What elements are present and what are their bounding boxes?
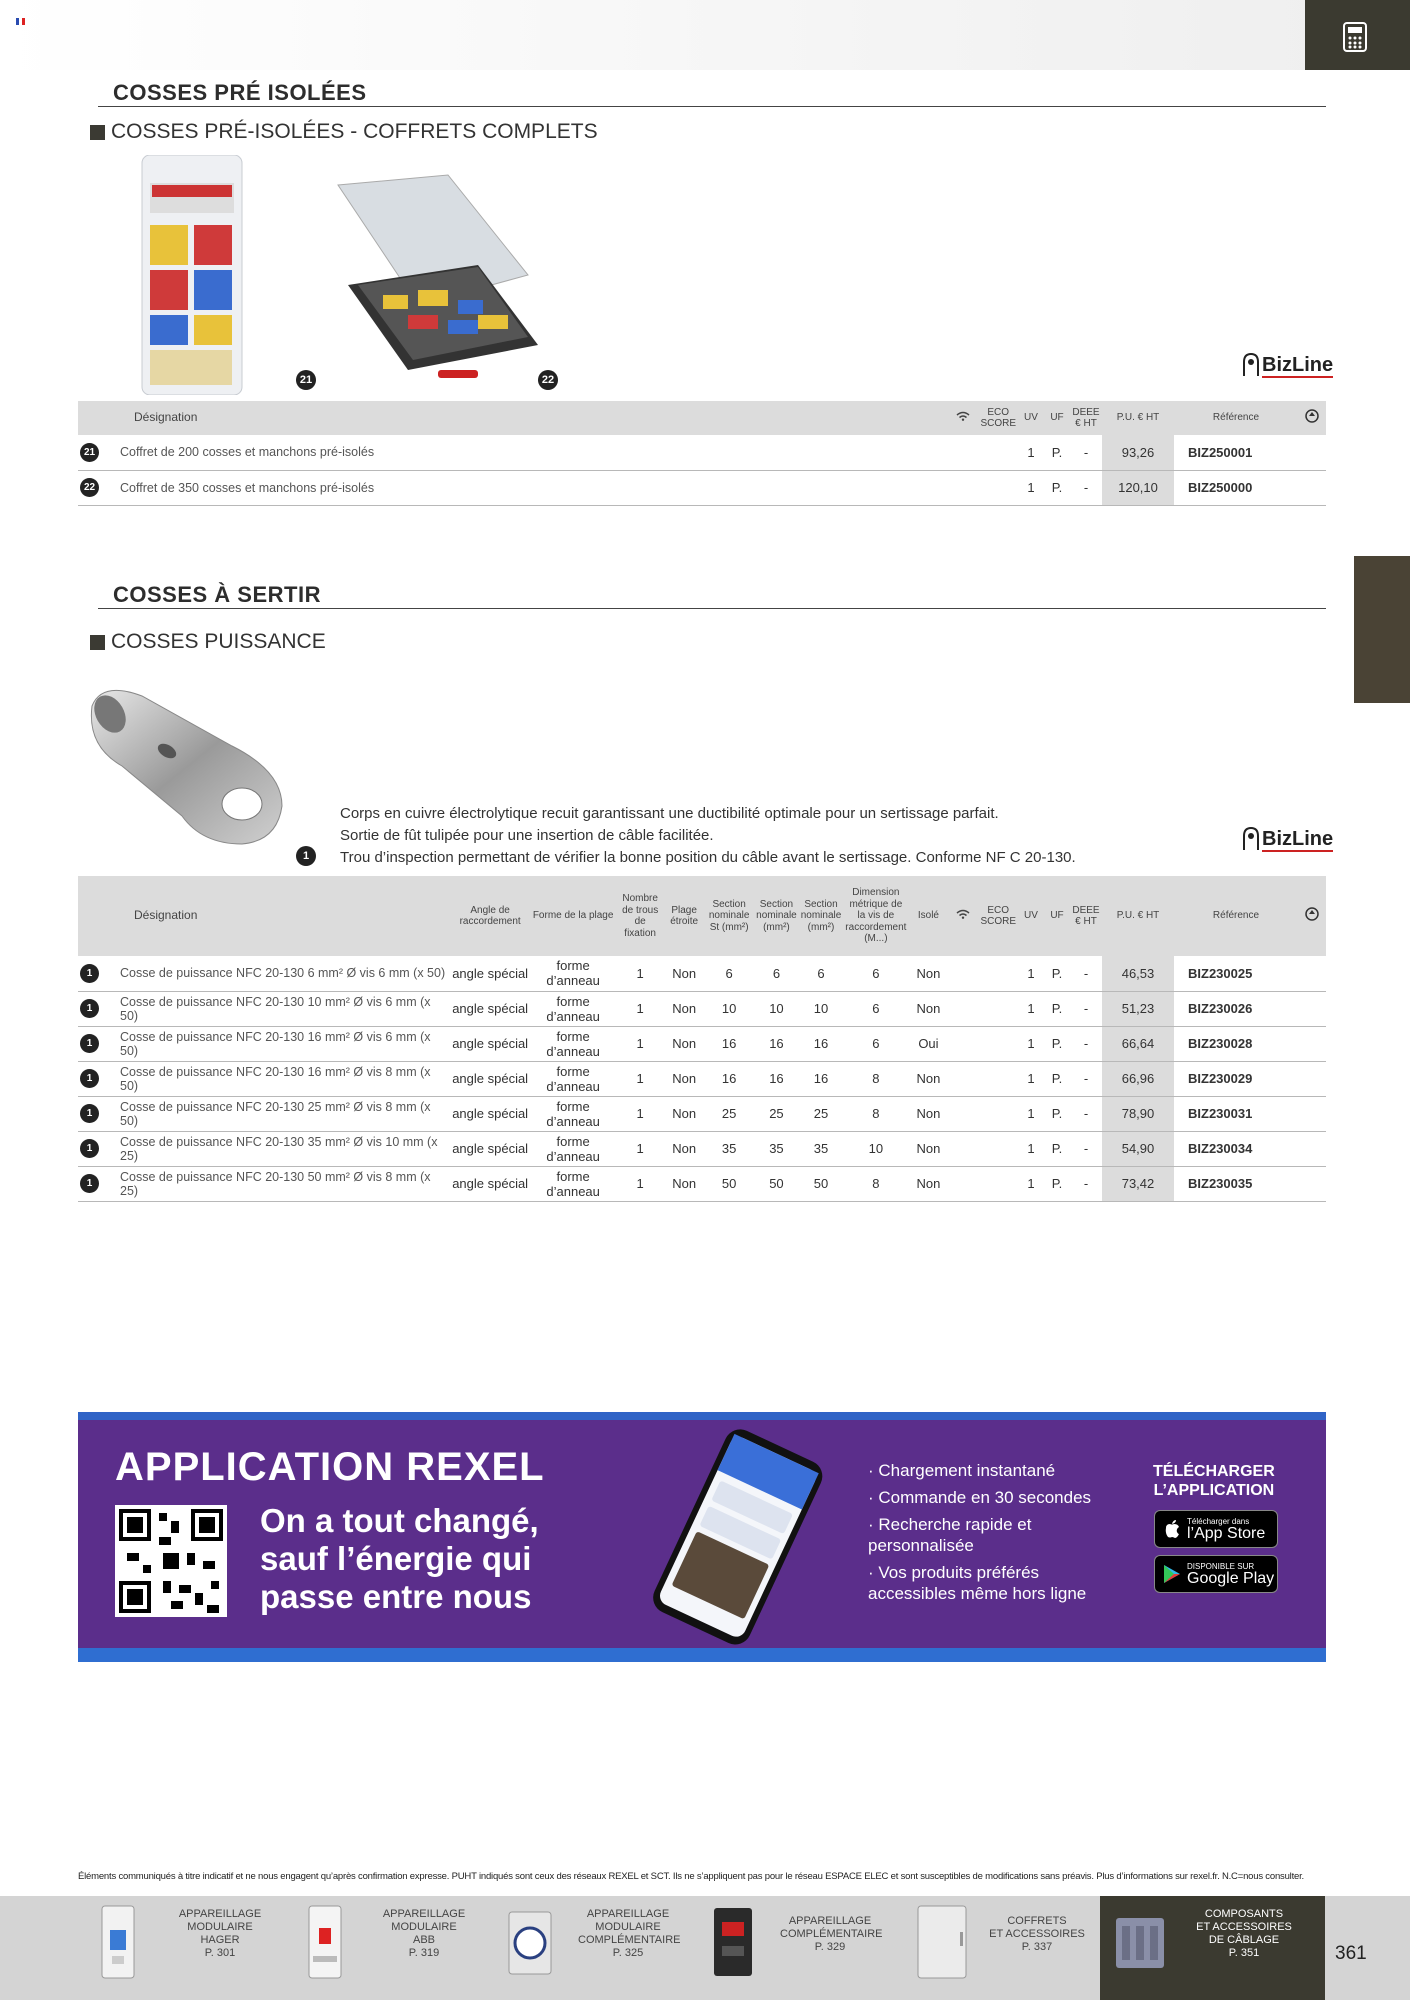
section-cell: 50 (754, 1166, 799, 1201)
col-reference: Référence (1174, 876, 1298, 956)
angle-cell: angle spécial (450, 991, 530, 1026)
apple-icon (1163, 1519, 1181, 1539)
deee-cell: - (1070, 1096, 1102, 1131)
section-cell: 35 (754, 1131, 799, 1166)
plage-cell: Non (664, 1096, 704, 1131)
col-section-st: Section nominale St (mm²) (704, 876, 754, 956)
image-badge-21: 21 (296, 370, 316, 390)
section-2-cell: 10 (799, 991, 844, 1026)
uv-cell: 1 (1018, 1166, 1044, 1201)
footer-item-label[interactable]: APPAREILLAGE COMPLÉMENTAIRE P. 329 (780, 1915, 883, 1953)
bizline-logo (1240, 350, 1333, 378)
row-badge: 1 (80, 1104, 99, 1123)
section-st-cell: 10 (704, 991, 754, 1026)
eco-wifi-icon (948, 876, 978, 956)
section-cell: 25 (754, 1096, 799, 1131)
banner-top-stripe (78, 1412, 1326, 1420)
calculator-icon (1343, 22, 1367, 52)
deee-cell: - (1070, 1166, 1102, 1201)
designation-cell: Cosse de puissance NFC 20-130 50 mm² Ø vis 8 mm (x 25) (118, 1166, 450, 1201)
table-row[interactable] (78, 1026, 1326, 1061)
col-uf: UF (1044, 876, 1070, 956)
feature-item: · Commande en 30 secondes (868, 1488, 1092, 1507)
uf-cell: P. (1044, 435, 1070, 470)
designation-cell: Cosse de puissance NFC 20-130 16 mm² Ø vis 8 mm (x 50) (118, 1061, 450, 1096)
timer-image (505, 1908, 555, 1978)
square-bullet-icon (90, 635, 105, 650)
modular-device-image (98, 1902, 138, 1982)
price-cell: 93,26 (1102, 435, 1174, 470)
bizline-logo-text: BizLine (1262, 828, 1334, 850)
trous-cell: 1 (616, 1096, 664, 1131)
row-badge: 21 (80, 443, 99, 462)
uf-cell: P. (1044, 956, 1070, 991)
feature-item: · Recherche rapide et personnalisée (868, 1515, 1032, 1555)
designation-cell: Cosse de puissance NFC 20-130 6 mm² Ø vis 6 mm (x 50) (118, 956, 450, 991)
footer-item-label[interactable]: COFFRETS ET ACCESSOIRES P. 337 (989, 1915, 1085, 1953)
vis-cell: 6 (843, 956, 908, 991)
price-cell: 51,23 (1102, 991, 1174, 1026)
col-uv: UV (1018, 401, 1044, 435)
isole-cell: Oui (908, 1026, 948, 1061)
app-slogan (260, 1502, 539, 1616)
designation-cell: Coffret de 350 cosses et manchons pré-isolés (118, 470, 948, 505)
price-cell: 46,53 (1102, 956, 1174, 991)
col-eco-score: ECO SCORE (978, 876, 1018, 956)
vis-cell: 6 (843, 991, 908, 1026)
uf-cell: P. (1044, 991, 1070, 1026)
breaker-image (305, 1902, 345, 1982)
product-image-coffret-350 (328, 165, 543, 385)
recycle-icon (1298, 876, 1326, 956)
forme-cell: forme d’anneau (530, 1131, 616, 1166)
section-2-cell: 6 (799, 956, 844, 991)
app-features-list (868, 1460, 1128, 1610)
col-deee: DEEE € HT (1070, 401, 1102, 435)
isole-cell: Non (908, 991, 948, 1026)
row-badge: 1 (80, 1034, 99, 1053)
vis-cell: 10 (843, 1131, 908, 1166)
motor-protection-image (708, 1902, 758, 1982)
col-section-2: Section nominale (mm²) (799, 876, 844, 956)
col-forme: Forme de la plage (530, 876, 616, 956)
angle-cell: angle spécial (450, 1131, 530, 1166)
price-cell: 66,96 (1102, 1061, 1174, 1096)
bizline-logo (1240, 824, 1333, 852)
slogan-line: On a tout changé, (260, 1502, 539, 1539)
trous-cell: 1 (616, 1026, 664, 1061)
trous-cell: 1 (616, 991, 664, 1026)
section-rule (98, 106, 1326, 107)
section-2-cell: 35 (799, 1131, 844, 1166)
col-designation: Désignation (118, 401, 948, 435)
angle-cell: angle spécial (450, 1061, 530, 1096)
reference-cell[interactable]: BIZ230025 (1174, 956, 1298, 991)
trous-cell: 1 (616, 956, 664, 991)
isole-cell: Non (908, 1131, 948, 1166)
section-2-cell: 16 (799, 1061, 844, 1096)
reference-cell[interactable]: BIZ230029 (1174, 1061, 1298, 1096)
forme-cell: forme d’anneau (530, 991, 616, 1026)
isole-cell: Non (908, 1061, 948, 1096)
deee-cell: - (1070, 1026, 1102, 1061)
plage-cell: Non (664, 1061, 704, 1096)
uf-cell: P. (1044, 1026, 1070, 1061)
section-cell: 10 (754, 991, 799, 1026)
designation-cell: Cosse de puissance NFC 20-130 35 mm² Ø vis 10 mm (x 25) (118, 1131, 450, 1166)
section-st-cell: 6 (704, 956, 754, 991)
row-badge: 1 (80, 999, 99, 1018)
isole-cell: Non (908, 1096, 948, 1131)
designation-cell: Cosse de puissance NFC 20-130 10 mm² Ø vis 6 mm (x 50) (118, 991, 450, 1026)
table-row[interactable] (78, 991, 1326, 1026)
table-row[interactable] (78, 1061, 1326, 1096)
banner-bottom-stripe (78, 1648, 1326, 1662)
price-cell: 73,42 (1102, 1166, 1174, 1201)
row-badge: 22 (80, 478, 99, 497)
vis-cell: 8 (843, 1166, 908, 1201)
designation-cell: Cosse de puissance NFC 20-130 16 mm² Ø vis 6 mm (x 50) (118, 1026, 450, 1061)
section-cell: 6 (754, 956, 799, 991)
col-uv: UV (1018, 876, 1044, 956)
table-row[interactable] (78, 1166, 1326, 1201)
price-cell: 54,90 (1102, 1131, 1174, 1166)
bizline-mascot-icon (1240, 824, 1262, 852)
price-cell: 66,64 (1102, 1026, 1174, 1061)
table-row[interactable] (78, 435, 1326, 470)
image-badge-22: 22 (538, 370, 558, 390)
col-price: P.U. € HT (1102, 876, 1174, 956)
product-description (340, 803, 1076, 869)
uv-cell: 1 (1018, 1131, 1044, 1166)
table-row[interactable] (78, 956, 1326, 991)
plage-cell: Non (664, 1166, 704, 1201)
coffrets-table (78, 401, 1326, 506)
col-plage: Plage étroite (664, 876, 704, 956)
uf-cell: P. (1044, 470, 1070, 505)
reference-cell[interactable]: BIZ230028 (1174, 1026, 1298, 1061)
plage-cell: Non (664, 1026, 704, 1061)
uv-cell: 1 (1018, 991, 1044, 1026)
plage-cell: Non (664, 1131, 704, 1166)
table-row[interactable] (78, 470, 1326, 505)
uf-cell: P. (1044, 1096, 1070, 1131)
angle-cell: angle spécial (450, 1096, 530, 1131)
page-number: 361 (1335, 1943, 1367, 1964)
trous-cell: 1 (616, 1061, 664, 1096)
forme-cell: forme d’anneau (530, 1096, 616, 1131)
reference-cell[interactable]: BIZ230026 (1174, 991, 1298, 1026)
section-title: COSSES PRÉ ISOLÉES (113, 80, 367, 105)
footer-item-label[interactable]: APPAREILLAGE MODULAIRE HAGER P. 301 (178, 1908, 262, 1959)
row-badge: 1 (80, 1069, 99, 1088)
section-title: COSSES À SERTIR (113, 582, 321, 607)
google-play-button[interactable]: DISPONIBLE SUR Google Play (1154, 1555, 1278, 1593)
forme-cell: forme d’anneau (530, 1166, 616, 1201)
plage-cell: Non (664, 991, 704, 1026)
reference-cell[interactable]: BIZ230031 (1174, 1096, 1298, 1131)
calculator-tab[interactable] (1305, 0, 1410, 70)
uf-cell: P. (1044, 1166, 1070, 1201)
designation-cell: Cosse de puissance NFC 20-130 25 mm² Ø vis 8 mm (x 50) (118, 1096, 450, 1131)
col-deee: DEEE € HT (1070, 876, 1102, 956)
row-badge: 1 (80, 1139, 99, 1158)
plage-cell: Non (664, 956, 704, 991)
trous-cell: 1 (616, 1131, 664, 1166)
uv-cell: 1 (1018, 435, 1044, 470)
isole-cell: Non (908, 956, 948, 991)
vis-cell: 8 (843, 1096, 908, 1131)
footer-item-label-active[interactable]: COMPOSANTS ET ACCESSOIRES DE CÂBLAGE P. 351 (1196, 1908, 1292, 1959)
col-trous: Nombre de trous de fixation (616, 876, 664, 956)
section-rule (98, 608, 1326, 609)
table-row[interactable] (78, 1131, 1326, 1166)
bizline-logo-text: BizLine (1262, 354, 1334, 376)
section-st-cell: 16 (704, 1026, 754, 1061)
table-row[interactable] (78, 1096, 1326, 1131)
cosses-puissance-table (78, 876, 1326, 1202)
description-line: Corps en cuivre électrolytique recuit garantissant une ductibilité optimale pour un sertissage parfait. (340, 805, 999, 822)
app-banner-title: APPLICATION REXEL (115, 1445, 545, 1489)
image-badge-1: 1 (296, 846, 316, 866)
forme-cell: forme d’anneau (530, 1061, 616, 1096)
section-cell: 16 (754, 1061, 799, 1096)
uf-cell: P. (1044, 1061, 1070, 1096)
enclosure-image (912, 1902, 972, 1982)
uv-cell: 1 (1018, 956, 1044, 991)
angle-cell: angle spécial (450, 956, 530, 991)
col-section: Section nominale (mm²) (754, 876, 799, 956)
vis-cell: 8 (843, 1061, 908, 1096)
price-cell: 120,10 (1102, 470, 1174, 505)
isole-cell: Non (908, 1166, 948, 1201)
uv-cell: 1 (1018, 1061, 1044, 1096)
google-play-icon (1163, 1564, 1181, 1584)
forme-cell: forme d’anneau (530, 1026, 616, 1061)
subsection-label: COSSES PRÉ-ISOLÉES - COFFRETS COMPLETS (111, 120, 598, 143)
qr-code-icon[interactable] (115, 1505, 227, 1617)
col-reference: Référence (1174, 401, 1298, 435)
footer-item-label[interactable]: APPAREILLAGE MODULAIRE COMPLÉMENTAIRE P. 325 (578, 1908, 681, 1959)
phone-illustration (630, 1428, 850, 1648)
col-eco-score: ECO SCORE (978, 401, 1018, 435)
row-badge: 1 (80, 1174, 99, 1193)
uv-cell: 1 (1018, 1096, 1044, 1131)
deee-cell: - (1070, 1131, 1102, 1166)
subsection-title (90, 630, 326, 654)
description-line: Sortie de fût tulipée pour une insertion de câble facilitée. (340, 827, 714, 844)
download-title: TÉLÉCHARGER L’APPLICATION (1153, 1463, 1275, 1499)
bizline-mascot-icon (1240, 350, 1262, 378)
terminal-block-image (1108, 1908, 1172, 1978)
subsection-label: COSSES PUISSANCE (111, 630, 326, 653)
feature-item: · Chargement instantané (868, 1461, 1056, 1480)
recycle-icon (1298, 401, 1326, 435)
product-image-coffret-200 (132, 155, 252, 395)
description-line: Trou d’inspection permettant de vérifier la bonne position du câble avant le sertissage. Conforme NF C 20-130. (340, 849, 1076, 866)
uv-cell: 1 (1018, 470, 1044, 505)
square-bullet-icon (90, 125, 105, 140)
reference-cell[interactable]: BIZ250001 (1174, 435, 1298, 470)
section-st-cell: 50 (704, 1166, 754, 1201)
price-cell: 78,90 (1102, 1096, 1174, 1131)
deee-cell: - (1070, 435, 1102, 470)
flag-icon (16, 18, 25, 25)
col-price: P.U. € HT (1102, 401, 1174, 435)
section-st-cell: 35 (704, 1131, 754, 1166)
col-isole: Isolé (908, 876, 948, 956)
angle-cell: angle spécial (450, 1166, 530, 1201)
reference-cell[interactable]: BIZ250000 (1174, 470, 1298, 505)
section-2-cell: 25 (799, 1096, 844, 1131)
designation-cell: Coffret de 200 cosses et manchons pré-isolés (118, 435, 948, 470)
section-2-cell: 16 (799, 1026, 844, 1061)
forme-cell: forme d’anneau (530, 956, 616, 991)
deee-cell: - (1070, 991, 1102, 1026)
deee-cell: - (1070, 470, 1102, 505)
chapter-side-tab[interactable] (1354, 556, 1410, 703)
section-st-cell: 25 (704, 1096, 754, 1131)
trous-cell: 1 (616, 1166, 664, 1201)
subsection-title (90, 120, 598, 144)
product-image-cosse-puissance (82, 676, 302, 856)
section-2-cell: 50 (799, 1166, 844, 1201)
uv-cell: 1 (1018, 1026, 1044, 1061)
footer-item-label[interactable]: APPAREILLAGE MODULAIRE ABB P. 319 (382, 1908, 466, 1959)
col-designation: Désignation (118, 876, 450, 956)
col-angle: Angle de raccordement (450, 876, 530, 956)
app-store-button[interactable]: Télécharger dans l’App Store (1154, 1510, 1278, 1548)
section-cell: 16 (754, 1026, 799, 1061)
reference-cell[interactable]: BIZ230035 (1174, 1166, 1298, 1201)
vis-cell: 6 (843, 1026, 908, 1061)
eco-wifi-icon (948, 401, 978, 435)
section-st-cell: 16 (704, 1061, 754, 1096)
reference-cell[interactable]: BIZ230034 (1174, 1131, 1298, 1166)
uf-cell: P. (1044, 1131, 1070, 1166)
deee-cell: - (1070, 1061, 1102, 1096)
col-uf: UF (1044, 401, 1070, 435)
top-bar (0, 0, 1410, 70)
row-badge: 1 (80, 964, 99, 983)
angle-cell: angle spécial (450, 1026, 530, 1061)
slogan-line: sauf l’énergie qui (260, 1540, 532, 1577)
feature-item: · Vos produits préférés accessibles même hors ligne (868, 1563, 1087, 1603)
legal-notice: Éléments communiqués à titre indicatif et ne nous engagent qu’après confirmation expresse. PUHT indiqués sont ceux des réseaux REXEL et SCT. Ils ne s’appliquent pas pour le réseau ESPACE ELEC et sont susceptibles de modifications sans préavis. Plus d’informations sur rexel.fr. N.C=nous consulter. (78, 1871, 1304, 1882)
deee-cell: - (1070, 956, 1102, 991)
slogan-line: passe entre nous (260, 1578, 532, 1615)
col-vis: Dimension métrique de la vis de raccordement (M...) (843, 876, 908, 956)
